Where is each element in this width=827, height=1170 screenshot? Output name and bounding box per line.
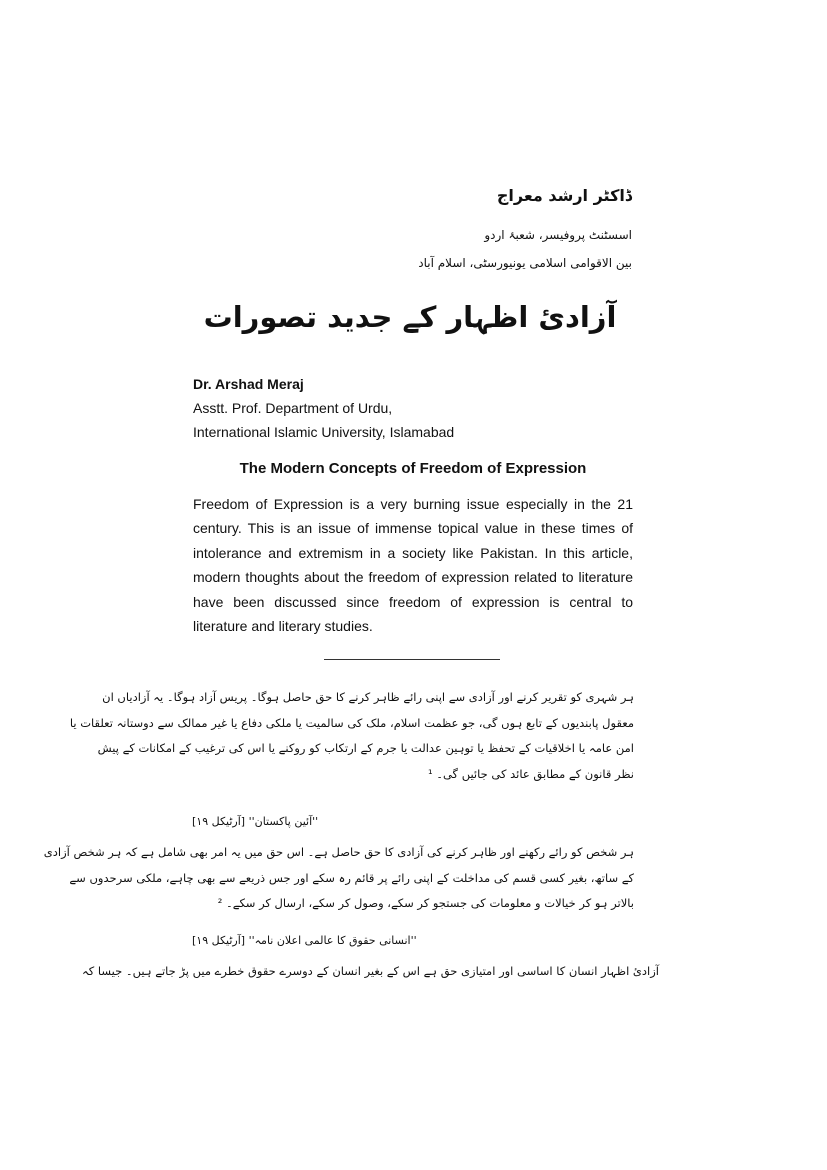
citation-constitution: ''آئین پاکستان'' [آرٹیکل ۱۹] bbox=[192, 815, 319, 828]
text-line: ہر شخص کو رائے رکھنے اور ظاہر کرنے کی آزادی کا حق حاصل ہے۔ اس حق میں یہ امر بھی شامل ہے کہ ہر شخص آزادی bbox=[43, 845, 634, 859]
citation-udhr: ''انسانی حقوق کا عالمی اعلان نامہ'' [آرٹیکل ۱۹] bbox=[192, 934, 417, 947]
text-line: معقول پابندیوں کے تابع ہوں گی، جو عظمت اسلام، ملک کی سالمیت یا ملکی دفاع یا غیر ممالک سے دوستانہ تعلقات یا bbox=[69, 715, 634, 730]
text-line: کے ساتھ، بغیر کسی قسم کی مداخلت کے اپنی رائے پر قائم رہ سکے اور جس ذریعے سے بھی چاہے، ملکی سرحدوں سے bbox=[69, 870, 634, 885]
abstract-paragraph: Freedom of Expression is a very burning issue especially in the 21 century. This is an issue of immense topical value in these times of intolerance and extremism in a society like Pakistan. In this article, modern thoughts about the freedom of expression related to literature have been discussed since freedom of expression is central to literature and literary studies. bbox=[193, 496, 633, 635]
english-author-institution: International Islamic University, Islamabad bbox=[193, 424, 455, 440]
urdu-article-title: آزادیٔ اظہار کے جدید تصورات bbox=[203, 300, 617, 334]
english-author-name: Dr. Arshad Meraj bbox=[193, 376, 304, 392]
text-line: بالاتر ہو کر خیالات و معلومات کی جستجو کر سکے، وصول کر سکے، ارسال کر سکے۔ ² bbox=[217, 896, 634, 910]
english-article-title: The Modern Concepts of Freedom of Expression bbox=[239, 460, 587, 477]
quote-paragraph-constitution bbox=[69, 685, 634, 787]
urdu-author-position: اسسٹنٹ پروفیسر، شعبۂ اردو bbox=[484, 228, 632, 242]
urdu-author-institution: بین الاقوامی اسلامی یونیورسٹی، اسلام آباد bbox=[418, 256, 632, 270]
text-line: نظر قانون کے مطابق عائد کی جائیں گی۔ ¹ bbox=[427, 766, 634, 781]
body-paragraph: آزادیٔ اظہار انسان کا اساسی اور امتیازی حق ہے اس کے بغیر انسان کے دوسرے حقوق خطرے میں پڑ جاتے ہیں۔ جیسا کہ bbox=[82, 964, 659, 978]
section-divider bbox=[324, 659, 500, 660]
text-line: امن عامہ یا اخلاقیات کے تحفظ یا توہین عدالت یا جرم کے ارتکاب کو روکنے یا اس کی ترغیب کے امکانات کے پیش bbox=[97, 741, 634, 755]
urdu-author-name: ڈاکٹر ارشد معراج bbox=[496, 186, 632, 205]
english-author-position: Asstt. Prof. Department of Urdu, bbox=[193, 400, 393, 416]
text-line: ہر شہری کو تقریر کرنے اور آزادی سے اپنی رائے ظاہر کرنے کا حق حاصل ہوگا۔ پریس آزاد ہوگا۔ یہ آزادیاں ان bbox=[102, 690, 634, 704]
quote-paragraph-udhr bbox=[43, 840, 634, 917]
